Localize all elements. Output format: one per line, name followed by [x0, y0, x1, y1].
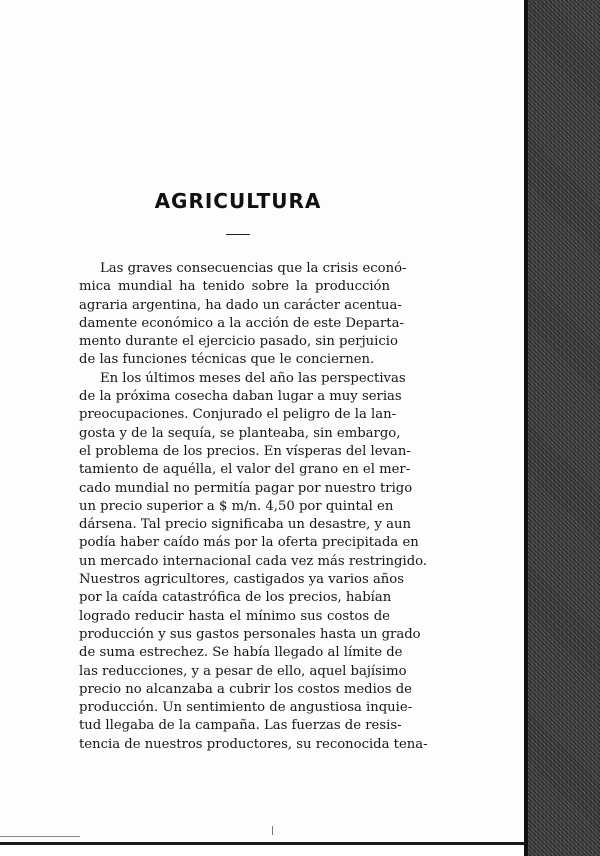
body-text	[79, 260, 428, 754]
text-line: damente económico a la acción de este Departa-	[79, 315, 404, 331]
text-line: Nuestros agricultores, castigados ya varios años	[79, 572, 405, 588]
scan-artifact-mark	[272, 826, 273, 835]
text-line: un precio superior a $ m/n. 4,50 por quintal en	[79, 498, 394, 514]
text-line: preocupaciones. Conjurado el peligro de la lan-	[79, 407, 397, 423]
text-line: de la próxima cosecha daban lugar a muy serias	[79, 389, 402, 405]
text-line: En los últimos meses del año las perspectivas	[100, 370, 406, 386]
text-line: podía haber caído más por la oferta precipitada en	[79, 535, 419, 551]
text-line: Las graves consecuencias que la crisis econó-	[100, 261, 407, 276]
text-line: un mercado internacional cada vez más restringido.	[79, 553, 428, 569]
text-line: producción. Un sentimiento de angustiosa inquie-	[79, 700, 413, 716]
text-line: gosta y de la sequía, se planteaba, sin embargo,	[79, 425, 401, 441]
text-line: agraria argentina, ha dado un carácter acentua-	[79, 297, 402, 313]
text-line: logrado reducir hasta el mínimo sus costos de	[79, 608, 390, 624]
scanner-background-edge	[528, 0, 600, 856]
text-line: precio no alcanzaba a cubrir los costos medios de	[79, 681, 412, 697]
text-line: mica mundial ha tenido sobre la producción	[79, 279, 390, 295]
text-line: tud llegaba de la campaña. Las fuerzas de resis-	[79, 718, 402, 734]
scan-bottom-margin	[0, 845, 528, 856]
text-line: tencia de nuestros productores, su reconocida tena-	[79, 736, 428, 752]
text-line: el problema de los precios. En vísperas del levan-	[79, 443, 411, 459]
text-line: por la caída catastrófica de los precios, habían	[79, 590, 392, 606]
text-line: las reducciones, y a pesar de ello, aquel bajísimo	[79, 663, 407, 679]
text-line: de las funciones técnicas que le conciernen.	[79, 352, 375, 368]
scan-artifact-line	[0, 836, 80, 837]
title-divider-rule	[226, 234, 250, 235]
text-line: dársena. Tal precio significaba un desastre, y aun	[79, 517, 412, 533]
text-line: mento durante el ejercicio pasado, sin perjuicio	[79, 334, 398, 350]
chapter-title: AGRICULTURA	[154, 189, 322, 213]
text-line: cado mundial no permitía pagar por nuestro trigo	[79, 480, 413, 496]
text-line: producción y sus gastos personales hasta un grado	[79, 626, 421, 642]
text-line: tamiento de aquélla, el valor del grano en el mer-	[79, 462, 411, 478]
text-line: de suma estrechez. Se había llegado al límite de	[79, 645, 403, 661]
